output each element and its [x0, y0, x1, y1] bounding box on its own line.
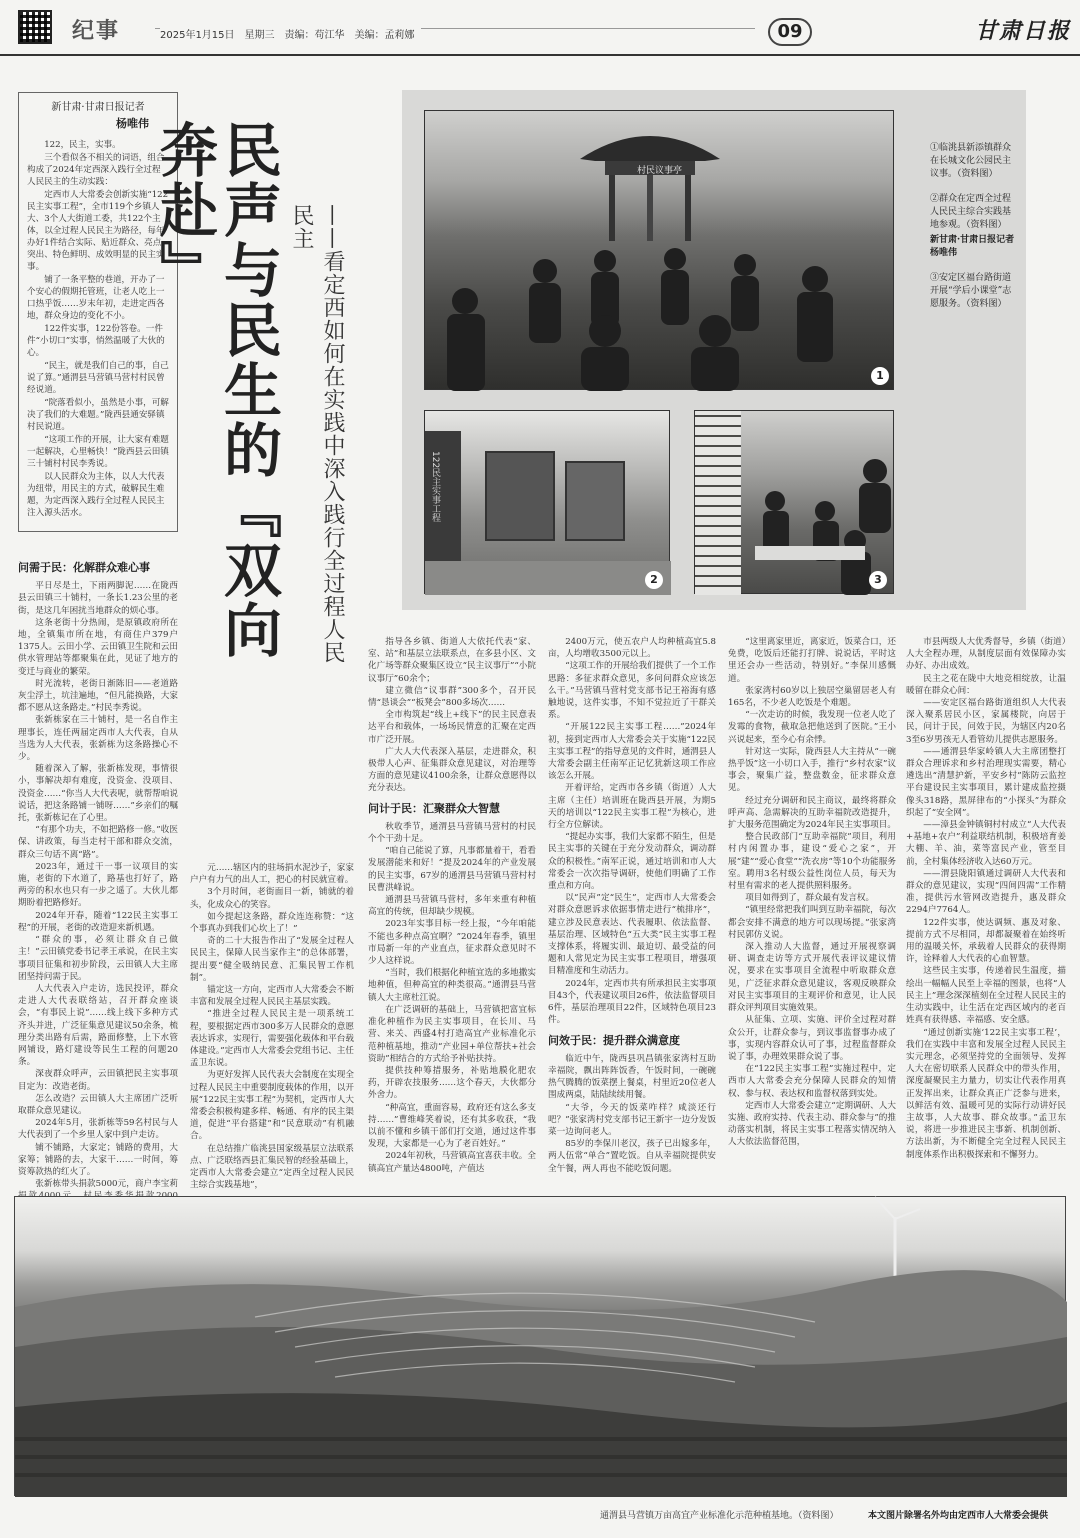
intro-paragraph: 以人民群众为主体，以人大代表为纽带，用民主的方式，破解民生难题，为定西深入践行全过程人民民主注入源头活水。: [27, 472, 165, 518]
intro-paragraph: 122件实事，122份答卷。一件件“小切口”实事，悄然温暖了大伙的心。: [27, 324, 165, 358]
subhead-2: 问计于民：汇聚群众大智慧: [368, 801, 500, 815]
article-column-6: [906, 636, 1066, 1188]
paragraph: ——安定区福台路街道组织人大代表深入聚系居民小区，家属楼院，向居于民，问计于民，问效于民，为辖区内20名3至6岁男孩无人看管幼儿提供志愿服务。: [906, 698, 1066, 745]
paragraph: “有那个功夫，不如把路修一修。”收医保、讲政策，每当走村干部和群众交流，群众三句话不离“路”。: [18, 825, 178, 860]
issue-meta: 2025年1月15日 星期三 责编：苟江华 美编：孟莉娜: [160, 26, 421, 41]
paragraph: “这里离家里近，离家近，饭菜合口，还免费，吃饭后还能打打牌、说说话，平时这里还会办一些活动，特别好。”李保川感慨道。: [728, 637, 896, 684]
paragraph: 2023年，通过干一事一议项目的实施，老街的下水道了，路基也打好了，路两旁的积水也只有一步之遥了。大伙儿都期盼着把路修好。: [18, 861, 178, 909]
paragraph: 从征集、立项、实施、评价全过程对群众公开，让群众参与，到议事监督事办成了事，实现内容群众认可了事，过程监督群众说了事，办理效果群众说了事。: [728, 1015, 896, 1062]
intro-paragraph: 定西市人大常委会创新实施“122民主实事工程”，全市119个乡镇人大、3个人大街道工委，共122个主体，以全过程人民民主为路径，每年办好1件结合实际、贴近群众、亮点突出、特色鲜明、成效明显的民主实事。: [27, 190, 169, 272]
paragraph: 深夜群众呼声，云田镇把民主实事项目定为：改造老街。: [18, 1069, 178, 1092]
photo-kids-classroom: [694, 410, 894, 594]
paragraph: 锚定这一方向，定西市人大常委会不断丰富和发展全过程人民民主基层实践。: [190, 985, 354, 1008]
paragraph: 深入推动人大监督，通过开展视察调研、调查走访等方式开展代表评议建议情况，要求在实事项目全流程中听取群众意见，广泛征求群众意见建议，客观反映群众对民主实事项目的主观评价和意见，让人民群众评判项目实施效果。: [728, 942, 896, 1014]
paragraph: “开展122民主实事工程……”2024年初，接到定西市人大常委会关于实施“122民主实事工程”的指导意见的文件时，通渭县人大常委会副主任南军正记忆犹新这项工作应该怎么开展。: [548, 722, 716, 782]
headline: 民声与民生的『双向奔赴』: [150, 120, 282, 660]
byline: 新甘肃·甘肃日报记者: [51, 102, 145, 113]
paragraph: 这些民主实事，传递着民生温度，描绘出一幅幅人民至上幸福的图景，也将“人民主上”理念深深植刻在全过程人民民主的生动实践中，让生活在定西区域内的老百姓真有获得感、幸福感、安全感。: [906, 966, 1066, 1026]
photo-village-pavilion: [424, 110, 894, 390]
paragraph: 人大代表入户走访，选民投评，群众走进人大代表联络站，召开群众座谈会，“有事民上说”……线上线下多种方式齐头并进，广泛征集意见建议50余条，梳理分类出路有后需，路面修整，上下水管网铺设，路灯建设等民生工程的问题20条。: [18, 983, 178, 1068]
subhead-3: 问效于民：提升群众满意度: [548, 1033, 680, 1047]
paragraph: 这条老街十分热闹，是原镇政府所在地，全镇集市所在地，有商住户379户1375人。云田小学、云田镇卫生院和云田供水管理站等都聚集在此，见证了地方的变迁与商业的繁荣。: [18, 617, 178, 677]
paragraph: 临近中午，陇西县巩昌镇张家湾村互助幸福院，飘出阵阵饭香，午饭时间，一碗碗热气腾腾的饭菜摆上餐桌，村里近20位老人围成两桌，陆陆续续用餐。: [548, 1053, 716, 1101]
paragraph: “群众的事，必须让群众自己做主！”云田镇党委书记孝王承说，在民主实事项目征集和初步阶段，云田镇人大主席团坚持问需于民。: [18, 935, 178, 982]
paragraph: 122件实事，使达调频、惠及对象、提前方式不尽相同，却都凝聚着在始终听用的温暖关怀，承载着人民群众的获得期许，诠释着人大代表的心血智慧。: [906, 917, 1066, 965]
photo-number-3: 3: [869, 571, 887, 589]
paragraph: 张新栋带头捐款5000元，商户李宝莉: [35, 1179, 178, 1190]
photo-credit: 本文图片除署名外均由定西市人大常委会提供: [868, 1511, 1049, 1521]
paragraph: 整合民政部门“互助幸福院”项目，利用村内闲置办事，建设“爱心之家”，开展“建”“爱心食堂”“洗衣房”等10个功能服务室。聘用3名村级公益性岗位人员，每天为村里有需求的老人提供照料服务。: [728, 832, 896, 892]
author: 杨唯伟: [116, 117, 149, 130]
paragraph: 广大人大代表深入基层，走进群众，积极带人心声、征集群众意见建议，对治理等方面的意见建议4100余条，让群众意愿得以充分表达。: [368, 746, 536, 794]
subhead-1: 问需于民：化解群众难心事: [18, 561, 150, 574]
paragraph: 2024年开春，随着“122民主实事工程”的开展，老街的改造迎来新机遇。: [18, 910, 178, 933]
intro-paragraph: “院落看似小，虽然是小事，可解决了我们的大难题。”陇西县通安驿镇村民说道。: [27, 398, 169, 432]
pavilion-icon: [575, 121, 725, 241]
paragraph: 秋收季节，通渭县马营镇马营村的村民个个干劲十足。: [368, 821, 536, 845]
paragraph: 怎么改造？云田镇人大主席团广泛听取群众意见建议。: [18, 1093, 178, 1116]
caption-3: ③安定区福台路街道开展“学后小课堂”志愿服务。（资料图）: [930, 273, 1012, 309]
paragraph: “一次走访的时候，我发现一位老人吃了发霉的食物，截取急把他送到了医院。”王小兴说起来，至今心有余悸。: [728, 710, 896, 745]
paragraph: “种高宜，重面容易，政府还有这么多支持……”曹维峰笑着说，还有其多收获，“我以前不懂和乡镇干部们打交道，通过这件事发现，大家都是一心为了老百姓好。”: [368, 1102, 536, 1150]
photo-number-1: 1: [871, 367, 889, 385]
paragraph: 指导各乡镇、街道人大依托代表“家、室、站”和基层立法联系点，在多县小区、文化广场等群众聚集区设立“民主议事厅”“小院议事厅”60余个；: [368, 637, 536, 684]
paragraph: 张新栋家在三十铺村，是一名自作主理事长，连任两届定西市人大代表，自从当选为人大代表，张新栋为这条路操心不少。: [18, 715, 178, 763]
paragraph: 全市构筑起“线上+线下”的民主民意表达平台和载体，一场场民情意的汇聚在定西市广泛开展。: [368, 710, 536, 745]
paragraph: 3个月时间，老街面目一新，铺就的着头，化成众心的笑容。: [190, 887, 354, 910]
subheadline: ——看定西如何在实践中深入践行全过程人民民主: [289, 204, 345, 664]
paragraph: 针对这一实际，陇西县人大主持从“一碗热乎饭”这一小切口入手，推行“乡村农家”议事会，聚集广益，整盘数金，征求群众意见。: [728, 746, 896, 794]
photo-terraced-fields: [14, 1196, 1066, 1496]
paragraph: “推进全过程人民民主是一项系统工程，要根据定西市300多万人民群众的意愿表达诉求，实现行，需要强化载体和平台载体建设。”定西市人大常委会党组书记、主任孟卫东说。: [190, 1009, 354, 1069]
bottom-photo-caption: 通渭县马营镇万亩高宜产业标准化示范种植基地。（资料图）: [600, 1511, 839, 1521]
intro-paragraph: 铺了一条平整的巷道，开办了一个安心的假期托管班，让老人吃上一口热乎饭……岁末年初，走进定西各地，群众身边的变化不小。: [27, 275, 165, 321]
paragraph: 通渭县马营镇马营村，多年来重有种植高宜的传统，但却缺少规模。: [368, 895, 536, 918]
intro-paragraph: “这项工作的开展，让大家有难题一起解决，心里畅快！”陇西县云田镇三十铺村村民李秀说。: [27, 435, 169, 469]
paragraph: “这项工作的开展给我们提供了一个工作思路：多征求群众意见，多问问群众应该怎么干。”马营镇马营村党支部书记王裕海有感触地说，这件实事，不知不觉拉近了干群关系。: [548, 661, 716, 721]
paragraph: “通过创新实施‘122民主实事工程’，我们在实践中丰富和发展全过程人民民主实元理念，必须坚持党的全面领导、发挥人大在密切联系人民群众中的带头作用，深度凝聚民主力量力，切实让代表作用真正发挥出来，让群众真正广泛参与进来，以鲜活有效、温暖可见的实际行动讲好民主故事，人大故事、群众故事。”孟卫东说，将进一步推进民主事新、机制创新、方法出新，为不断健全完全过程人民民主制度体系作出积极探索和不懈努力。: [906, 1027, 1066, 1160]
article-column-3: [368, 636, 536, 1188]
paragraph: 2023年实事目标一经上报，“今年咱能不能也多种点高宜啊？”2024年春季，镇里市局新一年的产业直点，征求群众意见时不少人这样说。: [368, 919, 536, 967]
paragraph: 在“122民主实事工程”实施过程中，定西市人大常委会充分保障人民群众的知情权、参与权、表达权和监督权落到实处。: [728, 1064, 896, 1099]
paragraph: 如今提起这条路，群众连连称赞：“这个事真办到我们心坎上了！”: [190, 911, 354, 935]
article-column-4: [548, 636, 716, 1188]
paragraph: “当时，我们根据化种植宜选的多地撒实地种值，但种高宜的种类很高。”通渭县马营镇人大主席杜江说。: [368, 968, 536, 1003]
paragraph: 为更好发挥人民代表大会制度在实现全过程人民民主中重要制度载体的作用，以开展“122民主实事工程”为契机，定西市人大常委会积极构建多样、畅通、有序的民主渠道，促进“平台搭建”和“民意联动”有机融合。: [190, 1070, 354, 1142]
paragraph: “镇里经常把我们叫到互助幸福院，每次都会安排不满意的地方可以现场提。”张家湾村民郭仿义说。: [728, 905, 896, 940]
paragraph: 提供技种筹措服务，补贴地膜化肥农药，开辟农技服务……这个春天，大伙都分外舍力。: [368, 1065, 536, 1101]
qr-code-icon: [18, 10, 52, 44]
paragraph: 定西市人大常委会建立“定期调研、人大实施、政府实持、代表主动、群众参与”的推动落实机制，将民主实事工程落实情况纳入人大依法监督范围，: [728, 1100, 896, 1148]
masthead-logo: 甘肃日报: [975, 18, 1072, 44]
paragraph: 项目如得到了，群众最有发言权。: [745, 893, 875, 904]
paragraph: 经过充分调研和民主商议，最终将群众呼声高、急需解决的互助幸福院改造提升，扩大服务范围确定为2024年民主实事项目。: [728, 795, 896, 831]
photo-number-2: 2: [645, 571, 663, 589]
article-column-2: [190, 862, 354, 1191]
intro-paragraph: “民主，就是我们自己的事，自己说了算。”通渭县马营镇马营村村民曾经说道。: [27, 361, 169, 395]
paragraph: 开着评给，定西市各乡镇（街道）人大主席（主任）培训班在陇西县开展，为期5天的培训以“122民主实事工程”为核心，进行全方位解读。: [548, 783, 716, 831]
paragraph: 元……辖区内的驻场捐水泥沙子，家家户户有力气的出人工，把心的村民就宣着。: [190, 863, 354, 886]
paragraph: 奇的二十大报告作出了“发展全过程人民民主，保障人民当家作主”的总体部署，提出要“健全吸纳民意、汇集民智工作机制”。: [190, 936, 354, 983]
paragraph: 张家湾村60岁以上独居空巢留居老人有165名，不少老人吃饭是个难题。: [728, 685, 896, 709]
article-column-5: [728, 636, 896, 1188]
paragraph: 2024年初秋，马营镇高宜喜获丰收。全镇高宜产量达4800吨，产值达: [368, 1151, 536, 1174]
paragraph: 2400万元，使五农户人均种植高宜5.8亩，人均增收3500元以上。: [548, 637, 716, 660]
exhibit-sign: 122民主实事工程: [430, 451, 440, 523]
paragraph: ——漳县金钟镇铜村村成立“人大代表+基地+农户”利益联结机制，积极培育姜大棚、羊、油，菜等富民产业，管至目前，全村集体经济收入达60万元。: [906, 820, 1066, 867]
paragraph: 铺不铺路，大家定；铺路的费用，大家筹；铺路的去，大家干……一时间，筹资筹款热的红火了。: [18, 1142, 178, 1177]
intro-paragraph: 三个看似各不相关的词语，组合构成了2024年定西深入践行全过程人民民主的生动实践：: [27, 153, 165, 187]
landscape-drawing: [15, 1197, 1067, 1497]
photo-exhibition-hall: [424, 410, 670, 594]
page-number: 09: [768, 18, 812, 46]
paragraph: 时光流转，老街日渐陈旧——老道路灰尘浮土，坑洼遍地，“但凡能换路，大家都不愿从这条路走。”村民李秀说。: [18, 678, 178, 714]
paragraph: 随着深入了解，张新栋发现，事情很小，事解决却有难度，没资金、没项目、没资金……“你当人大代表呢，就帮帮咱说说话，把这条路铺一铺呀……”乡亲们的嘱托，张新栋记在了心里。: [18, 764, 178, 824]
pavilion-sign: 村民议事亭: [637, 166, 683, 176]
paragraph: 2024年5月，张新栋等59名村民与人大代表到了一个乡里人家中到户走访。: [18, 1118, 178, 1141]
article-column-1: [18, 562, 178, 1188]
paragraph: “咱自己能说了算，凡事都量着干，看看发展潜能来和好！”提及2024年的产业发展的民主实事，67岁的通渭县马营镇马营村村民曹洪峰说。: [368, 846, 536, 893]
intro-paragraph: 122，民主，实事。: [44, 140, 121, 150]
paragraph: “大爷，今天的饭菜咋样？咸淡还行吧？”张家湾村党支部书记王新宇一边分发饭菜一边询问老人。: [548, 1102, 716, 1137]
caption-1: ①临洮县新添镇群众在长城文化公园民主议事。（资料图）: [930, 143, 1012, 179]
paragraph: 建立微信“议事群”300多个，召开民情“恳谈会”“板凳会”800多场次……: [368, 685, 536, 709]
paragraph: 民主之花在陇中大地竞相绽放，让温暖留在群众心间：: [906, 673, 1066, 696]
caption-2: ②群众在定西全过程人民民主综合实践基地参观。（资料图）: [930, 194, 1012, 230]
paragraph: 2024年，定西市共有所承担民主实事项目43个，代表建议项目26件，依法监督项目6件，基层治理项目22件，区域特色项目23件。: [548, 978, 716, 1026]
paragraph: 在总结推广临洮县国家级基层立法联系点、广泛联络西县汇集民智的经验基础上，定西市人大常委会建立“定西全过程人民民主综合实践基地”，: [190, 1143, 354, 1191]
paragraph: 市县两级人大优秀督导，乡镇（街道）人大全程办理，从制度层面有效保障办实办好、办出成效。: [906, 637, 1066, 672]
section-title: 纪事: [72, 19, 121, 44]
photo-captions: [930, 142, 1016, 323]
paragraph: 以“民声”定“民生”，定西市人大常委会对群众意愿诉求依据事情走进行“梳排序”，建立涉及民意表达、代表履职、依法监督、基层治理、区域特色“五大类”民主实事工程支撑体系，将履实训、最迫切、最受益的问题和人常见定为民主实事工程项目，增强项目精准度和生动活力。: [548, 893, 716, 977]
paragraph: 平日尽是土，下雨两脚泥……在陇西县云田镇三十铺村，一条长1.23公里的老街，是这几年困扰当地群众的烦心事。: [18, 581, 178, 616]
paragraph: ——渭县陇阳镇通过调研人大代表和群众的意见建议，实现“四间四需”工作精准，提供污水管网改造提升，惠及群众2294户7764人。: [906, 868, 1066, 916]
paragraph: ——通渭县华家岭镇人大主席团整打群众合理诉求和乡村治理现实需要，精心遴选出“清慧护新，平安乡村”陈防云监控平台建设民主实事项目，累计建成监控摄像头318路，黑屏律布的“小探头”为群众织起了“安全网”。: [906, 746, 1066, 818]
paragraph: 在广泛调研的基础上，马营镇把富宜标准化种植作为民主实事项目，在长川、马营、来关、西盛4村打造高宜产业标准化示范种植基地，推动“产业园+单位帮扶+社会资助”相结合的方式给予补贴扶持。: [368, 1004, 536, 1064]
crowd-silhouettes: [425, 231, 895, 391]
caption-photographer: 新甘肃·甘肃日报记者 杨唯伟: [930, 235, 1015, 258]
paragraph: 85岁的李保川老汉，孩子已出嫁多年，两人伍常“单合”置吃饭。自从幸福院提供安全午餐，两人再也不能吃饭问题。: [548, 1139, 716, 1174]
paragraph: “提起办实事，我们大家都不陌生，但是民主实事的关键在于充分发动群众，调动群众的积极性。”南军正说，通过培训和市人大常委会一次次指导调研，使他们明确了工作重点和方向。: [548, 832, 716, 892]
